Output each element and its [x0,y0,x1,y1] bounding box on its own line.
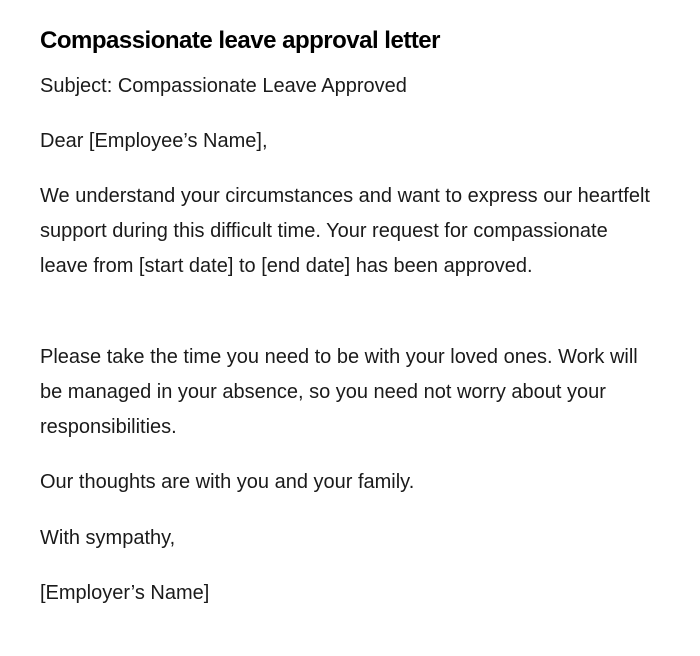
letter-paragraph-approval: We understand your circumstances and want to express our heartfelt support during this difficult time. Your request for compassionate leave from [start date] to [end date] has been approved. [40,185,650,277]
letter-greeting: Dear [Employee’s Name], [40,130,268,152]
letter-closing: With sympathy, [40,527,176,549]
letter-signature: [Employer’s Name] [40,582,210,604]
page-title: Compassionate leave approval letter [40,27,440,54]
letter-paragraph-thoughts: Our thoughts are with you and your family. [40,471,415,493]
letter-subject: Subject: Compassionate Leave Approved [40,75,407,97]
letter-paragraph-time-off: Please take the time you need to be with your loved ones. Work will be managed in your absence, so you need not worry about your responsibilities. [40,346,638,438]
